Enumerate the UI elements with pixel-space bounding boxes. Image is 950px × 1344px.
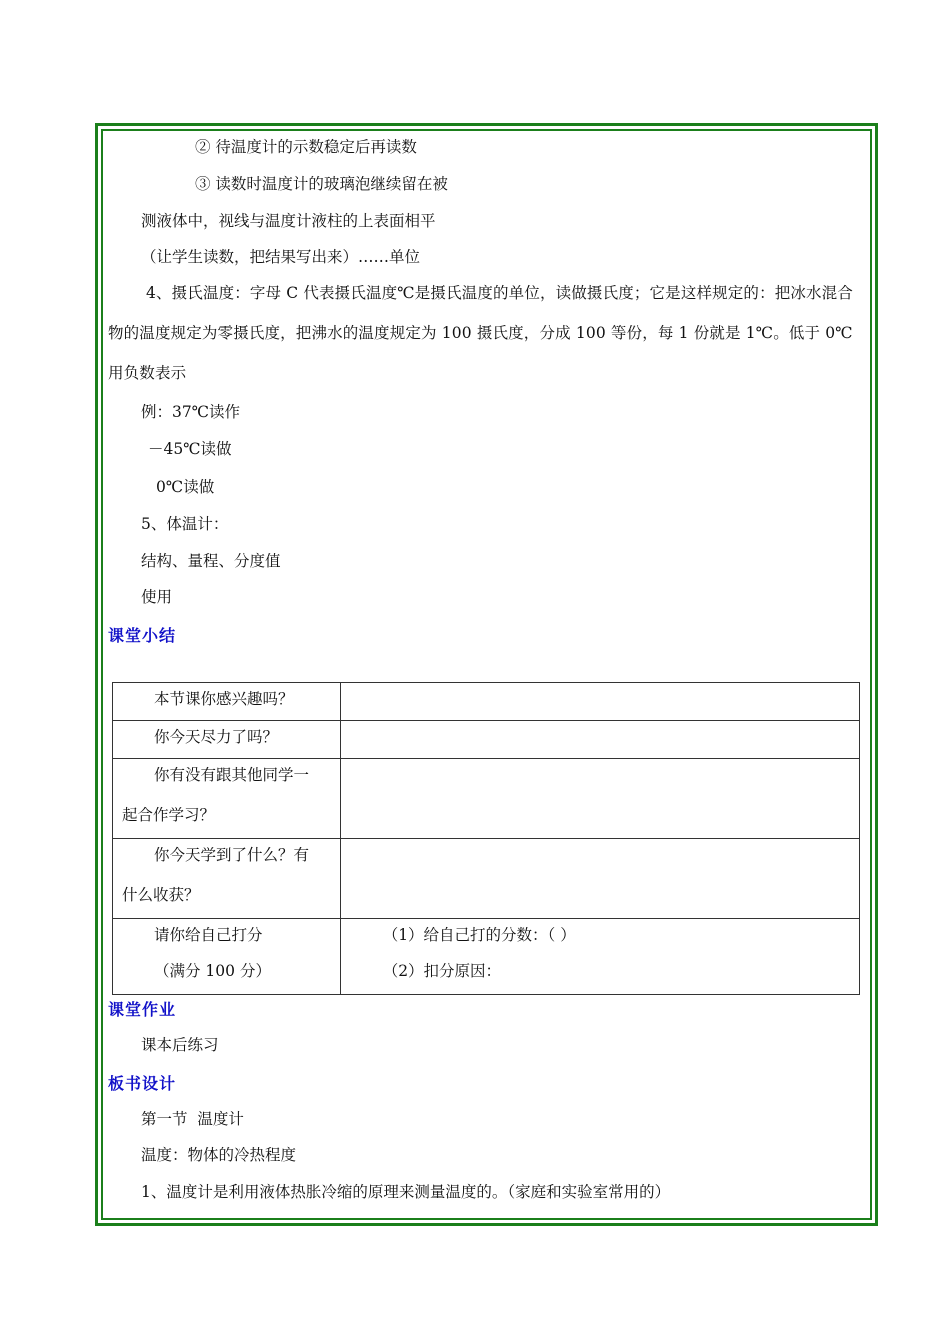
- thermometer-usage-text: 使用: [141, 588, 173, 606]
- example-1-text: 例：37℃读作: [141, 403, 241, 421]
- question-cooperation-continued: 起合作学习？: [122, 806, 216, 824]
- question-interest: 本节课你感兴趣吗？: [154, 690, 294, 708]
- answer-cell: [340, 683, 859, 721]
- table-cell: [113, 919, 341, 995]
- question-learned: 你今天学到了什么？有: [154, 846, 310, 864]
- table-row: [113, 683, 860, 721]
- thermometer-structure-text: 结构、量程、分度值: [141, 552, 281, 570]
- thermometer-heading-text: 5、体温计：: [141, 515, 229, 533]
- table-cell: [340, 919, 859, 995]
- self-score-field: （1）给自己打的分数：（ ）: [382, 926, 576, 944]
- example-3-text: 0℃读做: [156, 478, 215, 496]
- self-score-label: 请你给自己打分: [154, 926, 263, 944]
- board-point-1-text: 1、温度计是利用液体热胀冷缩的原理来测量温度的。（家庭和实验室常用的）: [141, 1183, 671, 1201]
- summary-table: [112, 682, 860, 995]
- table-row: [113, 919, 860, 995]
- step-3-continued-text: 测液体中，视线与温度计液柱的上表面相平: [141, 212, 436, 230]
- board-design-heading: 板书设计: [108, 1074, 177, 1093]
- step-2-text: ② 待温度计的示数稳定后再读数: [195, 138, 417, 156]
- self-score-max-label: （满分 100 分）: [154, 962, 271, 980]
- answer-cell: [340, 759, 859, 839]
- summary-heading: 课堂小结: [108, 626, 177, 645]
- question-effort: 你今天尽力了吗？: [154, 728, 279, 746]
- board-definition-text: 温度：物体的冷热程度: [141, 1146, 297, 1164]
- answer-cell: [340, 839, 859, 919]
- student-note-text: （让学生读数，把结果写出来）……单位: [141, 248, 421, 266]
- table-cell: [113, 839, 341, 919]
- homework-heading: 课堂作业: [108, 1000, 177, 1019]
- example-2-text: －45℃读做: [148, 440, 232, 458]
- answer-cell: [340, 721, 859, 759]
- table-cell: [113, 683, 341, 721]
- celsius-paragraph: 4、摄氏温度：字母 C 代表摄氏温度℃是摄氏温度的单位，读做摄氏度；它是这样规定的：把冰水混合物的温度规定为零摄氏度，把沸水的温度规定为 100 摄氏度，分成 100 等份，每 1 份就是 1℃。低于 0℃用负数表示: [108, 284, 853, 382]
- table-row: [113, 839, 860, 919]
- homework-text: 课本后练习: [141, 1036, 219, 1054]
- table-row: [113, 759, 860, 839]
- step-3-text: ③ 读数时温度计的玻璃泡继续留在被: [195, 175, 448, 193]
- question-cooperation: 你有没有跟其他同学一: [154, 766, 310, 784]
- table-cell: [113, 721, 341, 759]
- table-row: [113, 721, 860, 759]
- board-title-text: 第一节 温度计: [141, 1110, 244, 1128]
- table-cell: [113, 759, 341, 839]
- question-learned-continued: 什么收获？: [122, 886, 200, 904]
- deduction-reason-field: （2）扣分原因：: [382, 962, 502, 980]
